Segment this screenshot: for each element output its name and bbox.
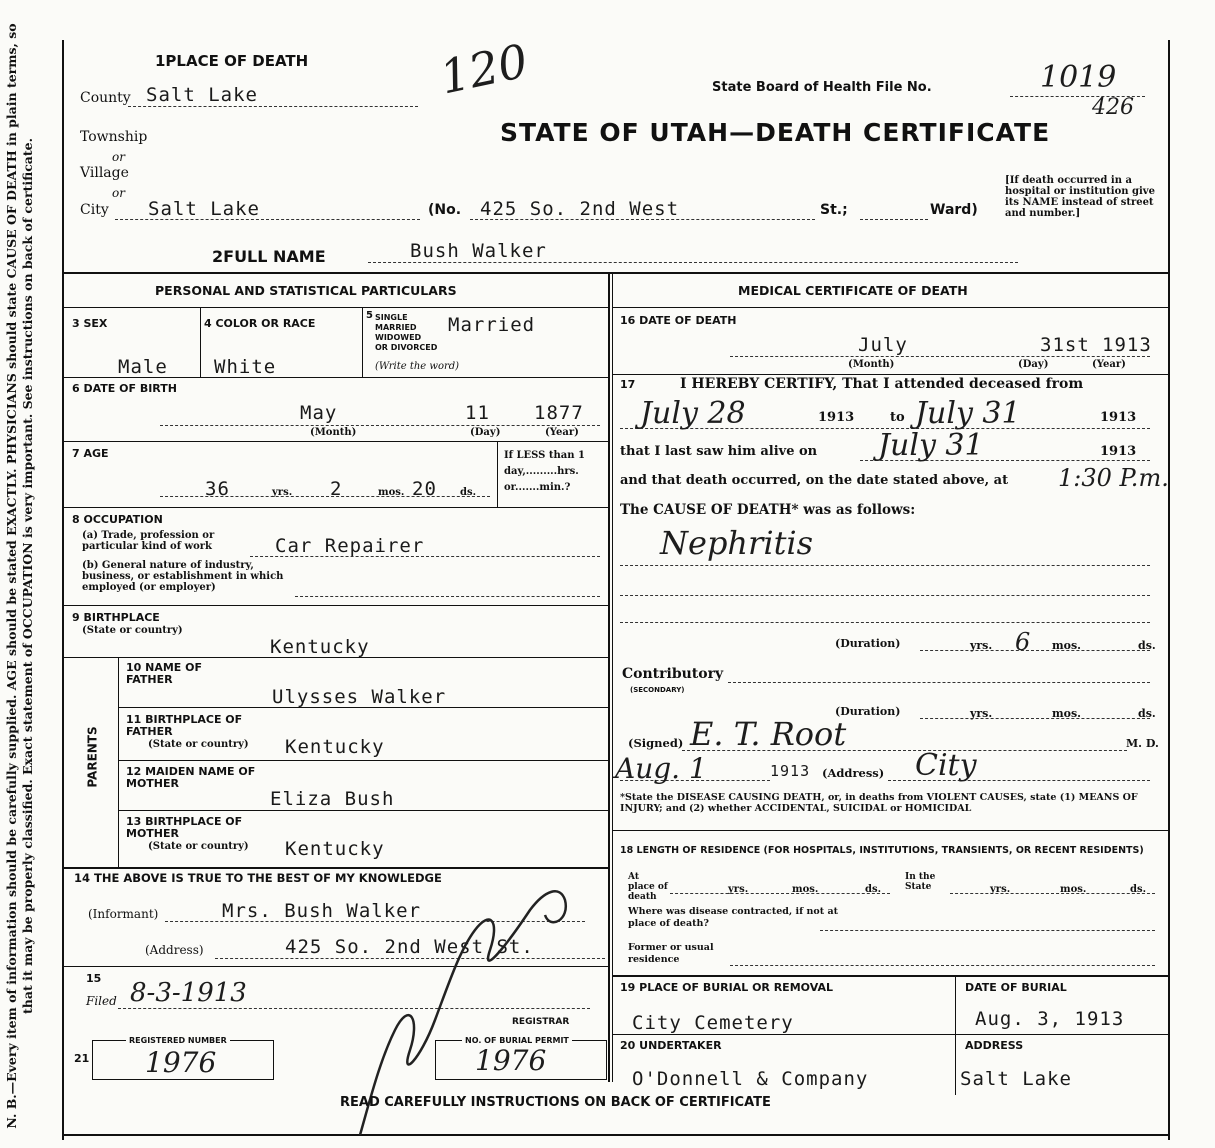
right-row-line-4	[612, 1034, 1168, 1035]
dob-day-caption: (Day)	[470, 427, 501, 438]
last-saw-text: that I last saw him alive on	[620, 444, 818, 459]
cause-line-3	[620, 622, 1150, 623]
in-state-ds: ds.	[1130, 884, 1147, 895]
color-label: 4 COLOR OR RACE	[204, 317, 316, 330]
age-label: 7 AGE	[72, 447, 109, 460]
dob-year: 1877	[534, 402, 584, 424]
duration-yrs-2: yrs.	[970, 707, 993, 720]
former-residence-line	[730, 965, 1155, 966]
age-yrs-label: yrs.	[272, 487, 293, 498]
former-residence-label: Former or usual residence	[628, 942, 714, 965]
residence-label: 18 LENGTH OF RESIDENCE (FOR HOSPITALS, INSTITUTIONS, TRANSIENTS, OR RECENT RESIDENTS)	[620, 845, 1144, 856]
cause-line-1	[620, 565, 1150, 566]
age-ds-label: ds.	[460, 487, 477, 498]
in-state-label: In the State	[905, 872, 936, 892]
attended-to-year: 1913	[1100, 410, 1137, 425]
mother-bp-value: Kentucky	[285, 838, 385, 860]
occupation-b-line	[295, 596, 600, 597]
certify-num: 17	[620, 378, 636, 391]
duration-line-1	[920, 650, 1150, 651]
burial-divider	[955, 975, 956, 1095]
street-value: 425 So. 2nd West	[480, 198, 680, 220]
county-value: Salt Lake	[146, 84, 258, 106]
age-mos-label: mos.	[378, 487, 405, 498]
mother-bp-label: 13 BIRTHPLACE OF MOTHER	[126, 815, 243, 840]
row-line-9	[64, 867, 608, 869]
or-label-2: or	[112, 186, 125, 200]
certify-text: I HEREBY CERTIFY, That I attended deceased from	[680, 376, 1084, 392]
frame-right	[1168, 40, 1170, 1140]
street-no-label: (No.	[428, 202, 462, 218]
burial-date-label: DATE OF BURIAL	[965, 981, 1067, 994]
row-line-1	[64, 377, 608, 378]
less-than-day-note: If LESS than 1 day,.........hrs. or.......min.?	[504, 450, 585, 493]
at-place-line	[670, 893, 890, 894]
signed-address-label: (Address)	[822, 766, 885, 780]
burial-place-label: 19 PLACE OF BURIAL OR REMOVAL	[620, 981, 833, 994]
in-state-yrs: yrs.	[990, 884, 1011, 895]
marital-option-divorced: OR DIVORCED	[375, 343, 438, 352]
duration-months-value: 6	[1015, 628, 1031, 656]
dod-day-caption: (Day)	[1018, 359, 1049, 370]
occupation-value: Car Repairer	[275, 535, 425, 557]
birthplace-sub: (State or country)	[82, 625, 183, 636]
medical-section-title: MEDICAL CERTIFICATE OF DEATH	[738, 283, 968, 298]
attended-to-label: to	[890, 410, 905, 425]
undertaker-value: O'Donnell & Company	[632, 1068, 869, 1090]
frame-left	[62, 40, 64, 1140]
or-label-1: or	[112, 150, 125, 164]
village-label: Village	[80, 165, 129, 181]
hospital-note: [If death occurred in a hospital or institution give its NAME instead of street and number.]	[1005, 175, 1155, 219]
at-place-ds: ds.	[865, 884, 882, 895]
color-value: White	[214, 356, 277, 378]
contributory-label: Contributory	[622, 666, 724, 682]
signed-date: Aug. 1	[615, 752, 707, 785]
in-state-line	[950, 893, 1155, 894]
dob-label: 6 DATE OF BIRTH	[72, 382, 177, 395]
side-instructions-note: N. B.—Every item of information should be carefully supplied. AGE should be stated EXACTLY. PHYSICIANS should state CAUSE OF DEATH in plain terms, so that it may be properly classified. Exact statement of OCCUPATION is very important. See instructions on back of certificate.	[4, 23, 35, 1129]
marital-label-num: 5	[366, 310, 373, 321]
footer-instructions: READ CAREFULLY INSTRUCTIONS ON BACK OF CERTIFICATE	[340, 1095, 771, 1110]
secondary-label: (SECONDARY)	[630, 686, 685, 694]
row-line-2	[64, 441, 608, 442]
burial-date-value: Aug. 3, 1913	[975, 1008, 1125, 1030]
father-bp-value: Kentucky	[285, 736, 385, 758]
filed-value: 8-3-1913	[130, 978, 247, 1008]
at-place-mos: mos.	[792, 884, 819, 895]
city-label: City	[80, 202, 109, 218]
dob-month: May	[300, 402, 338, 424]
handwritten-number: 120	[435, 33, 533, 105]
parents-label: PARENTS	[85, 726, 100, 788]
cause-label: The CAUSE OF DEATH* was as follows:	[620, 502, 916, 518]
age-days: 20	[412, 478, 437, 500]
personal-section-title: PERSONAL AND STATISTICAL PARTICULARS	[155, 283, 457, 298]
sex-value: Male	[118, 356, 168, 378]
duration-mos-2: mos.	[1052, 707, 1081, 720]
sex-label: 3 SEX	[72, 317, 108, 330]
right-row-line-1	[612, 374, 1168, 375]
dod-year-caption: (Year)	[1092, 359, 1126, 370]
filed-num: 15	[86, 972, 102, 985]
marital-option-married: MARRIED	[375, 323, 417, 332]
age-months: 2	[330, 478, 343, 500]
informant-value: Mrs. Bush Walker	[222, 900, 422, 922]
attended-from: July 28	[640, 396, 746, 431]
death-occurred-text: and that death occurred, on the date stated above, at	[620, 473, 1009, 488]
last-saw-date: July 31	[878, 428, 984, 463]
where-contracted-line	[820, 930, 1155, 931]
duration-label-2: (Duration)	[835, 705, 901, 718]
occupation-label: 8 OCCUPATION	[72, 513, 163, 526]
full-name-label: 2FULL NAME	[212, 247, 326, 266]
county-line	[128, 106, 418, 107]
contributory-line	[728, 682, 1150, 683]
signed-address-value: City	[915, 748, 977, 783]
father-bp-sub: (State or country)	[148, 739, 249, 750]
undertaker-address-label: ADDRESS	[965, 1039, 1024, 1052]
burial-permit-value: 1976	[475, 1044, 547, 1077]
file-no: 1019	[1040, 60, 1117, 95]
right-row-line-2	[612, 830, 1168, 831]
cause-footnote: *State the DISEASE CAUSING DEATH, or, in deaths from VIOLENT CAUSES, state (1) MEANS OF INJURY; and (2) whether ACCIDENTAL, SUICIDAL or HOMICIDAL	[620, 792, 1138, 814]
signed-year: 1913	[770, 762, 811, 780]
row-line-7	[118, 760, 608, 761]
row-line-6	[118, 707, 608, 708]
duration-label-1: (Duration)	[835, 637, 901, 650]
marital-options	[375, 313, 437, 353]
ward-label: Ward)	[930, 202, 978, 218]
attended-to: July 31	[915, 396, 1021, 431]
dod-year: 1913	[1102, 334, 1152, 356]
burial-place-value: City Cemetery	[632, 1012, 794, 1034]
signed-label: (Signed)	[628, 736, 684, 750]
mother-name-value: Eliza Bush	[270, 788, 395, 810]
file-no-label: State Board of Health File No.	[712, 80, 932, 95]
dob-day: 11	[465, 402, 490, 424]
place-of-death-label: 1PLACE OF DEATH	[155, 52, 309, 70]
marital-option-single: SINGLE	[375, 313, 408, 322]
marital-value: Married	[448, 314, 536, 336]
at-place-label: At place of death	[628, 872, 668, 902]
parents-divider	[118, 657, 119, 867]
dob-month-caption: (Month)	[310, 427, 357, 438]
right-row-line-3	[612, 975, 1168, 977]
ward-line	[860, 219, 928, 220]
undertaker-label: 20 UNDERTAKER	[620, 1039, 722, 1052]
city-value: Salt Lake	[148, 198, 260, 220]
reg-num-label: 21	[74, 1052, 90, 1065]
left-title-line	[64, 307, 608, 308]
row-line-8	[118, 810, 608, 811]
where-contracted-label: Where was disease contracted, if not at place of death?	[628, 906, 839, 929]
certificate-title: STATE OF UTAH—DEATH CERTIFICATE	[500, 118, 1051, 147]
duration-ds-2: ds.	[1138, 707, 1156, 720]
informant-address-value: 425 So. 2nd West St.	[285, 936, 534, 958]
dod-month-caption: (Month)	[848, 359, 895, 370]
dob-line	[160, 425, 600, 426]
birthplace-label: 9 BIRTHPLACE	[72, 611, 160, 624]
duration-ds-1: ds.	[1138, 639, 1156, 652]
father-name-value: Ulysses Walker	[272, 686, 447, 708]
burial-permit-label: NO. OF BURIAL PERMIT	[462, 1036, 572, 1045]
last-saw-year: 1913	[1100, 444, 1137, 459]
occupation-b-note: (b) General nature of industry, business, or establishment in which employed (or employer)	[82, 560, 284, 593]
full-name-line	[368, 262, 1018, 263]
father-name-label: 10 NAME OF FATHER	[126, 661, 203, 686]
registered-number-label: REGISTERED NUMBER	[126, 1036, 230, 1045]
death-time: 1:30 P.m.	[1058, 464, 1169, 492]
informant-label: (Informant)	[88, 907, 159, 921]
registrar-label: REGISTRAR	[512, 1017, 570, 1027]
township-label: Township	[80, 129, 148, 145]
st-label: St.;	[820, 202, 848, 218]
dod-label: 16 DATE OF DEATH	[620, 314, 737, 327]
marital-write-note: (Write the word)	[375, 361, 460, 372]
file-sub-no: 426	[1092, 95, 1134, 120]
registered-number-value: 1976	[145, 1046, 217, 1079]
in-state-mos: mos.	[1060, 884, 1087, 895]
dod-line	[730, 356, 1150, 357]
attended-from-year: 1913	[818, 410, 855, 425]
full-name-value: Bush Walker	[410, 240, 547, 262]
age-years: 36	[205, 478, 230, 500]
duration-line-2	[920, 718, 1150, 719]
sex-color-divider	[200, 307, 201, 377]
right-title-line	[612, 307, 1168, 308]
filed-label: Filed	[86, 994, 117, 1008]
grid-top-line	[64, 272, 1168, 274]
color-marital-divider	[362, 307, 363, 377]
marital-option-widowed: WIDOWED	[375, 333, 422, 342]
mother-bp-sub: (State or country)	[148, 841, 249, 852]
signed-value: E. T. Root	[690, 715, 847, 753]
md-label: M. D.	[1126, 737, 1159, 750]
duration-yrs-1: yrs.	[970, 639, 993, 652]
dod-month: July	[858, 334, 908, 356]
informant-block-label: 14 THE ABOVE IS TRUE TO THE BEST OF MY KNOWLEDGE	[74, 871, 442, 885]
cause-value: Nephritis	[660, 524, 814, 562]
cause-line-2	[620, 595, 1150, 596]
undertaker-address-value: Salt Lake	[960, 1068, 1072, 1090]
dob-year-caption: (Year)	[545, 427, 579, 438]
age-divider	[497, 441, 498, 507]
row-line-3	[64, 507, 608, 508]
occupation-a-note: (a) Trade, profession or particular kind of work	[82, 530, 215, 552]
informant-address-label: (Address)	[145, 943, 204, 957]
row-line-4	[64, 605, 608, 606]
birthplace-value: Kentucky	[270, 636, 370, 658]
father-bp-label: 11 BIRTHPLACE OF FATHER	[126, 713, 243, 738]
at-place-yrs: yrs.	[728, 884, 749, 895]
county-label: County	[80, 90, 131, 106]
duration-mos-1: mos.	[1052, 639, 1081, 652]
mother-name-label: 12 MAIDEN NAME OF MOTHER	[126, 765, 256, 790]
row-line-5	[64, 657, 608, 658]
dod-day: 31st	[1040, 334, 1090, 356]
